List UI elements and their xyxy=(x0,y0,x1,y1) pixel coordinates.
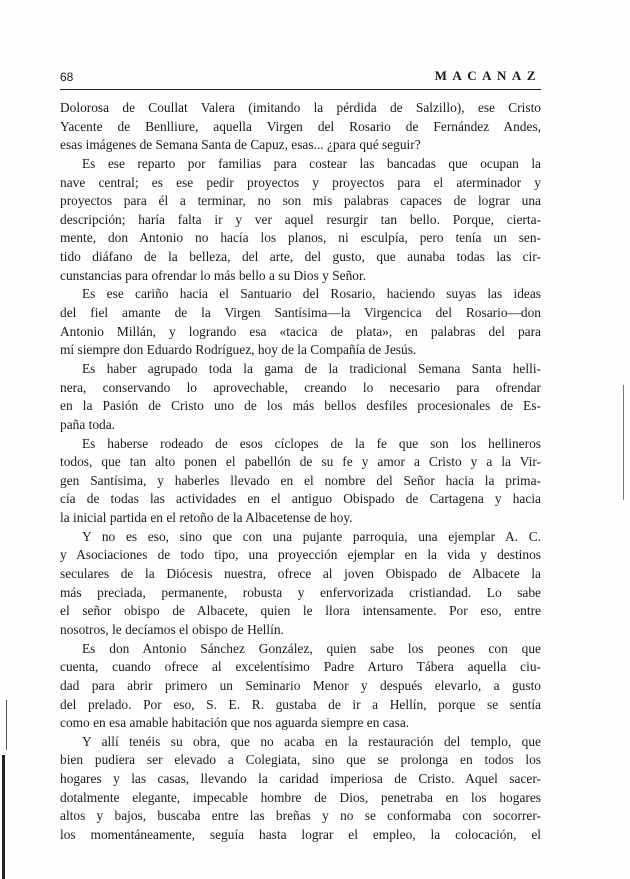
scan-edge-mark-left-upper xyxy=(6,700,7,750)
text-line: seculares de la Diócesis nuestra, ofrece al joven Obispado de Albacete la xyxy=(60,566,541,582)
text-line: gen Santísima, y haberles llevado en el nombre del Señor hacia la prima- xyxy=(60,472,541,488)
body-text xyxy=(60,99,541,845)
text-line: tido diáfano de la belleza, del arte, del gusto, que aunaba todas las cir- xyxy=(60,249,541,265)
text-line: como en esa amable habitación que nos aguarda siempre en casa. xyxy=(60,715,410,731)
text-line: del fiel amante de la Virgen Santísima—la Virgencica del Rosario—don xyxy=(60,305,541,321)
text-line: esas imágenes de Semana Santa de Capuz, esas... ¿para qué seguir? xyxy=(60,137,421,153)
text-line: proyectos para él a terminar, no son mis palabras capaces de lograr una xyxy=(60,193,541,209)
text-line: mí siempre don Eduardo Rodríguez, hoy de la Compañía de Jesús. xyxy=(60,342,417,358)
text-line: bien pudiera ser elevado a Colegiata, sino que se prolonga en todos los xyxy=(60,752,541,768)
text-line: Y allí tenéis su obra, que no acaba en la restauración del templo, que xyxy=(82,733,541,749)
header-rule xyxy=(60,89,541,90)
text-line: hogares y las casas, llevando la caridad imperiosa de Cristo. Aquel sacer- xyxy=(60,771,541,787)
text-line: nave central; es ese pedir proyectos y proyectos para el aterminador y xyxy=(60,174,541,190)
text-line: nosotros, le decíamos el obispo de Hellín. xyxy=(60,621,284,637)
text-line: paña toda. xyxy=(60,416,116,432)
scan-edge-mark-left xyxy=(2,755,5,879)
text-line: Es ese reparto por familias para costear las bancadas que ocupan la xyxy=(82,155,541,171)
text-line: Es haberse rodeado de esos cíclopes de la fe que son los hellineros xyxy=(82,435,541,451)
running-head: MACANAZ xyxy=(434,68,541,83)
text-line: Y no es eso, sino que con una pujante parroquia, una ejemplar A. C. xyxy=(82,528,541,544)
text-line: descripción; haría falta ir y ver aquel resurgir tan bello. Porque, cierta- xyxy=(60,211,541,227)
text-line: más preciada, permanente, robusta y enfervorizada cristiandad. Lo sabe xyxy=(60,584,541,600)
text-line: Dolorosa de Coullat Valera (imitando la pérdida de Salzillo), ese Cristo xyxy=(60,100,541,115)
text-line: los momentáneamente, seguía hasta lograr el empleo, la colocación, el xyxy=(60,826,541,842)
text-line: Es haber agrupado toda la gama de la tradicional Semana Santa helli- xyxy=(82,360,541,376)
text-line: altos y bajos, buscaba entre las breñas y no se conformaba con socorrer- xyxy=(60,808,541,824)
text-line: cuenta, cuando ofrece al excelentísimo Padre Arturo Tábera aquella ciu- xyxy=(60,659,541,675)
text-line: Es ese cariño hacia el Santuario del Rosario, haciendo suyas las ideas xyxy=(82,286,541,302)
text-line: Yacente de Benlliure, aquella Virgen del Rosario de Fernández Andes, xyxy=(60,118,541,134)
page-number: 68 xyxy=(60,70,74,84)
text-line: Antonio Millán, y logrando esa «tacica de plata», en palabras del para xyxy=(60,323,541,339)
text-line: todos, que tan alto ponen el pabellón de su fe y amor a Cristo y a la Vir- xyxy=(60,454,541,470)
scan-edge-mark-right xyxy=(623,385,624,500)
text-line: y Asociaciones de todo tipo, una proyección ejemplar en la vida y destinos xyxy=(60,547,541,563)
text-line: del prelado. Por eso, S. E. R. gustaba de ir a Hellín, porque se sentía xyxy=(60,696,541,712)
text-line: cunstancias para ofrendar lo más bello a su Dios y Señor. xyxy=(60,267,367,283)
text-line: en la Pasión de Cristo uno de los más bellos desfiles procesionales de Es- xyxy=(60,398,541,414)
page-header xyxy=(60,68,541,88)
text-line: dad para abrir primero un Seminario Menor y después elevarlo, a gusto xyxy=(60,677,541,693)
text-line: dotalmente elegante, impecable hombre de Dios, penetraba en los hogares xyxy=(60,789,541,805)
text-line: la inicial partida en el retoño de la Albacetense de hoy. xyxy=(60,510,353,526)
text-line: nera, conservando lo aprovechable, creando lo necesario para ofrendar xyxy=(60,379,541,395)
text-line: mente, don Antonio no hacía los planos, ni esculpía, pero tenía un sen- xyxy=(60,230,541,246)
text-line: cía de todas las actividades en el antiguo Obispado de Cartagena y hacia xyxy=(60,491,541,507)
text-line: el señor obispo de Albacete, quien le llora intensamente. Por eso, entre xyxy=(60,603,541,619)
text-line: Es don Antonio Sánchez González, quien sabe los peones con que xyxy=(82,640,541,656)
